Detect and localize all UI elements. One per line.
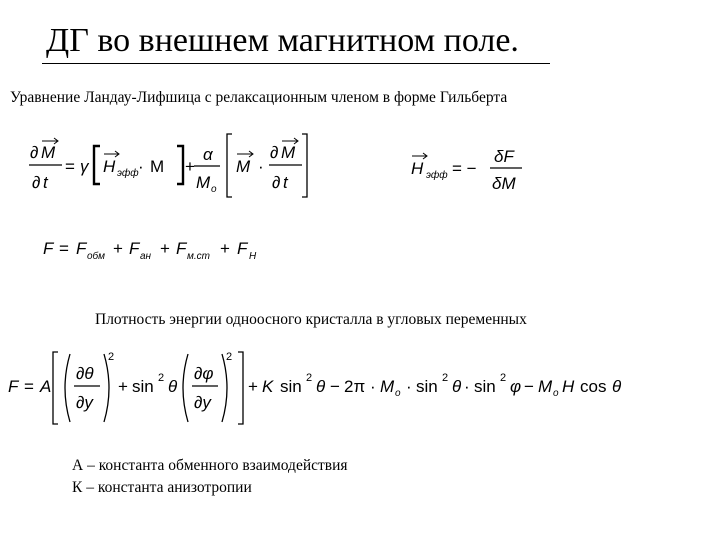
energy-sin-1: sin bbox=[132, 377, 154, 396]
llg-bracket-right bbox=[177, 146, 183, 184]
energy-two-pi: 2π bbox=[344, 377, 366, 396]
energy-sin-4-sq: 2 bbox=[500, 372, 507, 384]
energy-theta-4: θ bbox=[612, 377, 622, 396]
energy-sin-4: sin bbox=[474, 377, 496, 396]
llg-equals: = bbox=[65, 157, 75, 176]
llg-lhs-den-t: t bbox=[43, 173, 48, 192]
heff-eff-sub: эфф bbox=[426, 170, 448, 181]
llg-m0-letter: M bbox=[196, 173, 211, 192]
energy-paren-1-left bbox=[65, 354, 70, 422]
energy-cos: cos bbox=[580, 377, 607, 396]
energy-sq-2: 2 bbox=[226, 351, 233, 363]
energy-paren-2-right bbox=[222, 354, 227, 422]
energy-dot-2: · bbox=[406, 377, 412, 396]
energy-f: F bbox=[8, 377, 19, 396]
legend-item-anisotropy: К – константа анизотропии bbox=[72, 479, 252, 496]
page-title: ДГ во внешнем магнитном поле. bbox=[46, 22, 519, 59]
llg-lhs-num-partial: ∂ bbox=[30, 143, 39, 162]
energy-theta-1: θ bbox=[168, 377, 178, 396]
energy-theta-2: θ bbox=[316, 377, 326, 396]
energy-sin-2: sin bbox=[280, 377, 302, 396]
energy-paren-2-left bbox=[183, 354, 188, 422]
total-plus-2: + bbox=[160, 239, 170, 258]
total-plus-1: + bbox=[113, 239, 123, 258]
heff-h-letter: H bbox=[411, 159, 424, 178]
llg-rhs-num-partial: ∂ bbox=[270, 143, 279, 162]
llg-lhs-num-m: M bbox=[41, 143, 56, 162]
llg-gamma: γ bbox=[80, 157, 89, 176]
energy-k: K bbox=[262, 377, 274, 396]
llg-m2-letter: M bbox=[236, 157, 251, 176]
subtitle: Уравнение Ландау-Лифшица с релаксационным членом в форме Гильберта bbox=[10, 89, 508, 106]
energy-dot-3: · bbox=[464, 377, 470, 396]
heff-equals: = − bbox=[452, 159, 477, 178]
energy-equals: = bbox=[24, 377, 34, 396]
total-term-4-sub: H bbox=[249, 251, 257, 262]
energy-paren-1-right bbox=[104, 354, 109, 422]
llg-m-letter: M bbox=[150, 157, 165, 176]
energy-mo2-sub: o bbox=[553, 388, 559, 399]
llg-plus: + bbox=[185, 157, 195, 176]
energy-dy-1: ∂y bbox=[76, 393, 93, 412]
llg-h-letter: H bbox=[103, 157, 116, 176]
llg-rhs-den-partial: ∂ bbox=[272, 173, 281, 192]
llg-h-eff-sub: эфф bbox=[117, 168, 139, 179]
energy-bracket-left bbox=[53, 352, 58, 424]
energy-sin-3-sq: 2 bbox=[442, 372, 449, 384]
total-term-2-sub: ан bbox=[140, 251, 152, 262]
legend-item-exchange: А – константа обменного взаимодействия bbox=[72, 457, 348, 474]
llg-bracket-left bbox=[94, 146, 100, 184]
energy-dy-2: ∂y bbox=[194, 393, 211, 412]
llg-rhs-num-m: M bbox=[281, 143, 296, 162]
energy-dphi: ∂φ bbox=[194, 364, 214, 383]
total-equals: = bbox=[59, 239, 69, 258]
total-plus-3: + bbox=[220, 239, 230, 258]
total-term-3-sub: м.ст bbox=[187, 251, 210, 262]
energy-h: H bbox=[562, 377, 575, 396]
energy-mo-sub: o bbox=[395, 388, 401, 399]
section-heading: Плотность энергии одноосного кристалла в угловых переменных bbox=[95, 311, 527, 328]
energy-minus-2: − bbox=[524, 377, 534, 396]
energy-plus-2: + bbox=[248, 377, 258, 396]
llg-rhs-den-t: t bbox=[283, 173, 288, 192]
energy-sq-1: 2 bbox=[108, 351, 115, 363]
energy-sin-3: sin bbox=[416, 377, 438, 396]
total-term-2-letter: F bbox=[129, 239, 140, 258]
heff-den: δM bbox=[492, 174, 516, 193]
energy-sin-1-sq: 2 bbox=[158, 372, 165, 384]
llg-dot2: · bbox=[258, 157, 264, 176]
total-f: F bbox=[43, 239, 54, 258]
heff-num: δF bbox=[494, 147, 514, 166]
energy-minus-1: − bbox=[330, 377, 340, 396]
llg-lhs-den-partial: ∂ bbox=[32, 173, 41, 192]
total-term-3-letter: F bbox=[176, 239, 187, 258]
llg-bracket2-right bbox=[302, 134, 307, 197]
energy-sin-2-sq: 2 bbox=[306, 372, 313, 384]
llg-alpha: α bbox=[203, 145, 213, 164]
total-term-4-letter: F bbox=[237, 239, 248, 258]
energy-theta-3: θ bbox=[452, 377, 462, 396]
energy-mo-letter: M bbox=[380, 377, 395, 396]
llg-m0-sub: o bbox=[211, 184, 217, 195]
energy-phi: φ bbox=[510, 377, 522, 396]
llg-dot: · bbox=[138, 157, 144, 176]
energy-dtheta: ∂θ bbox=[76, 364, 94, 383]
energy-mo2-letter: M bbox=[538, 377, 553, 396]
llg-bracket2-left bbox=[227, 134, 232, 197]
total-term-1-letter: F bbox=[76, 239, 87, 258]
energy-a: A bbox=[40, 377, 52, 396]
energy-bracket-right bbox=[238, 352, 243, 424]
energy-dot-1: · bbox=[370, 377, 376, 396]
energy-plus-1: + bbox=[118, 377, 128, 396]
total-term-1-sub: обм bbox=[87, 251, 106, 262]
